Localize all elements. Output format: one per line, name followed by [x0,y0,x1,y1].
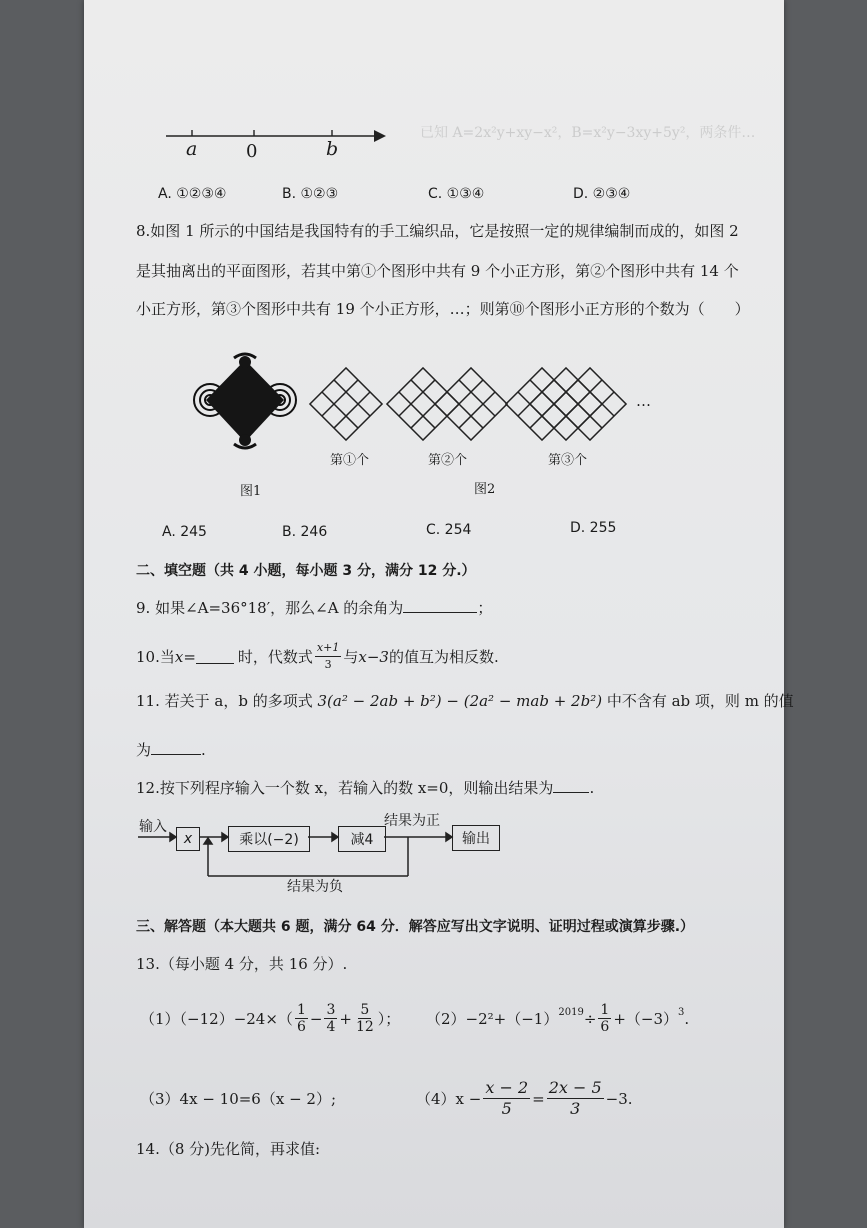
q13-part1 [140,1002,400,1035]
q11-intro: 11. 若关于 a，b 的多项式 [136,692,313,710]
q13-part2 [426,1002,689,1035]
q13-p2-start: （2）−2²+（−1） [426,1009,559,1028]
flow-multiply-box: 乘以(−2) [228,826,310,852]
q13-p2-rest: +（−3） [613,1009,678,1028]
figure-ellipsis: … [636,392,651,410]
q10-prefix: 10.当 [136,647,175,666]
q7-option-c: C. ①③④ [428,186,485,202]
q10-after: 与 [343,647,359,666]
frac-num: 1 [600,1002,610,1018]
q13-p1-frac3 [354,1002,376,1035]
flow-output-box: 输出 [452,825,500,851]
q10-end: 的值互为相反数. [388,647,499,666]
frac-den: 6 [600,1019,610,1035]
frac-den: 5 [501,1099,512,1118]
q13-p2-end: . [684,1009,690,1028]
frac-num: x − 2 [485,1078,529,1097]
q13-p4-frac1 [483,1078,530,1119]
q8-line2: 是其抽离出的平面图形，若其中第①个图形中共有 9 个小正方形，第②个图形中共有 14 个 [136,262,739,280]
frac-num: 2x − 5 [548,1078,602,1097]
q13-p4-eq: = [532,1089,545,1108]
q11-line2-prefix: 为 [136,741,152,759]
q13-p4-end: −3. [605,1089,633,1108]
fig-label-3: 第③个 [548,453,588,468]
q13-p1-plus: + [339,1009,352,1028]
q10-x: x [174,647,184,666]
q12-line [136,778,594,797]
flow-positive-label: 结果为正 [384,813,440,829]
q8-option-b: B. 246 [282,524,328,540]
section-2-heading: 二、填空题（共 4 小题，每小题 3 分，满分 12 分.） [136,563,476,579]
q14-title: 14.（8 分)先化简，再求值: [136,1140,321,1158]
frac-den: 3 [570,1099,581,1118]
q9 [136,598,492,617]
q8-line1: 8.如图 1 所示的中国结是我国特有的手工编织品，它是按照一定的规律编制而成的，如图 2 [136,222,739,240]
grid-pattern-figures [308,360,648,448]
fig-label-2: 第②个 [428,453,468,468]
numberline-b: b [326,138,339,160]
q10-frac-num: x+1 [315,640,341,657]
q10-expr: x−3 [358,647,389,666]
q13-p2-frac [598,1002,611,1035]
q9-end: ； [477,599,493,617]
q8-line3: 小正方形，第③个图形中共有 19 个小正方形，…；则第⑩个图形小正方形的个数为（ ） [136,300,750,318]
frac-num: 3 [326,1002,336,1018]
q12-answer-blank[interactable] [553,778,589,793]
q13-p4-frac2 [547,1078,604,1119]
flow-subtract-box: 减4 [338,826,386,852]
q11-polynomial: 3(a² − 2ab + b²) − (2a² − mab + 2b²) [317,692,603,710]
q8-option-a: A. 245 [162,524,207,540]
frac-den: 6 [296,1019,306,1035]
q13-p1-start: （1）（−12）−24×（ [140,1009,293,1028]
q13-p1-minus: − [309,1009,323,1028]
q13-p2-exponent: 2019 [558,1006,584,1018]
flow-input-label: 输入 [139,819,167,835]
q13-p1-end: ）； [377,1009,401,1028]
fig2-caption: 图2 [474,482,496,497]
q7-option-a: A. ①②③④ [158,186,227,202]
frac-num: 5 [360,1002,370,1018]
q13-p2-divide: ÷ [583,1009,597,1028]
q7-option-b: B. ①②③ [282,186,339,202]
q13-title: 13.（每小题 4 分，共 16 分）. [136,955,348,973]
q13-p1-frac2 [324,1002,337,1035]
numberline-zero: 0 [246,141,258,162]
q10-answer-blank[interactable] [196,649,234,664]
q13-p2-exponent2: 3 [678,1006,685,1018]
fig-label-1: 第①个 [330,453,370,468]
q9-text: 9. 如果∠A=36°18′，那么∠A 的余角为 [136,599,404,617]
flow-negative-label: 结果为负 [287,879,343,895]
frac-den: 12 [355,1019,374,1035]
q9-answer-blank[interactable] [403,598,477,613]
q11-condition: 中不含有 ab 项，则 m 的值 [606,692,794,710]
q11-answer-blank[interactable] [151,740,201,755]
q10-fraction [315,640,341,673]
q7-option-d: D. ②③④ [573,186,631,202]
q10-eq: = [183,647,196,666]
q13-p1-frac1 [295,1002,308,1035]
q13-p4-start: （4）x − [416,1089,482,1108]
q8-option-c: C. 254 [426,522,472,538]
numberline-a: a [186,138,198,160]
q12-text: 12.按下列程序输入一个数 x，若输入的数 x=0，则输出结果为 [136,779,554,797]
frac-den: 4 [326,1019,336,1035]
chinese-knot-figure [190,352,300,452]
q11-line2 [136,740,206,759]
q11-line2-end: . [201,741,206,759]
q10 [136,640,499,673]
q13-part4 [416,1078,633,1119]
q12-end: . [589,779,595,797]
q11-line1 [136,692,794,710]
flow-x-box: x [176,827,200,851]
frac-num: 1 [296,1002,306,1018]
section-3-heading: 三、解答题（本大题共 6 题，满分 64 分．解答应写出文字说明、证明过程或演算步骤.） [136,919,695,935]
fig1-caption: 图1 [240,484,262,499]
q13-part3: （3）4x − 10=6（x − 2）; [140,1090,337,1108]
q10-mid: 时，代数式 [237,647,313,666]
q10-frac-den: 3 [324,658,332,671]
q8-option-d: D. 255 [570,520,617,536]
bleed-through-text: 已知 A=2x²y+xy−x²，B=x²y−3xy+5y²，两条件… [420,125,756,141]
